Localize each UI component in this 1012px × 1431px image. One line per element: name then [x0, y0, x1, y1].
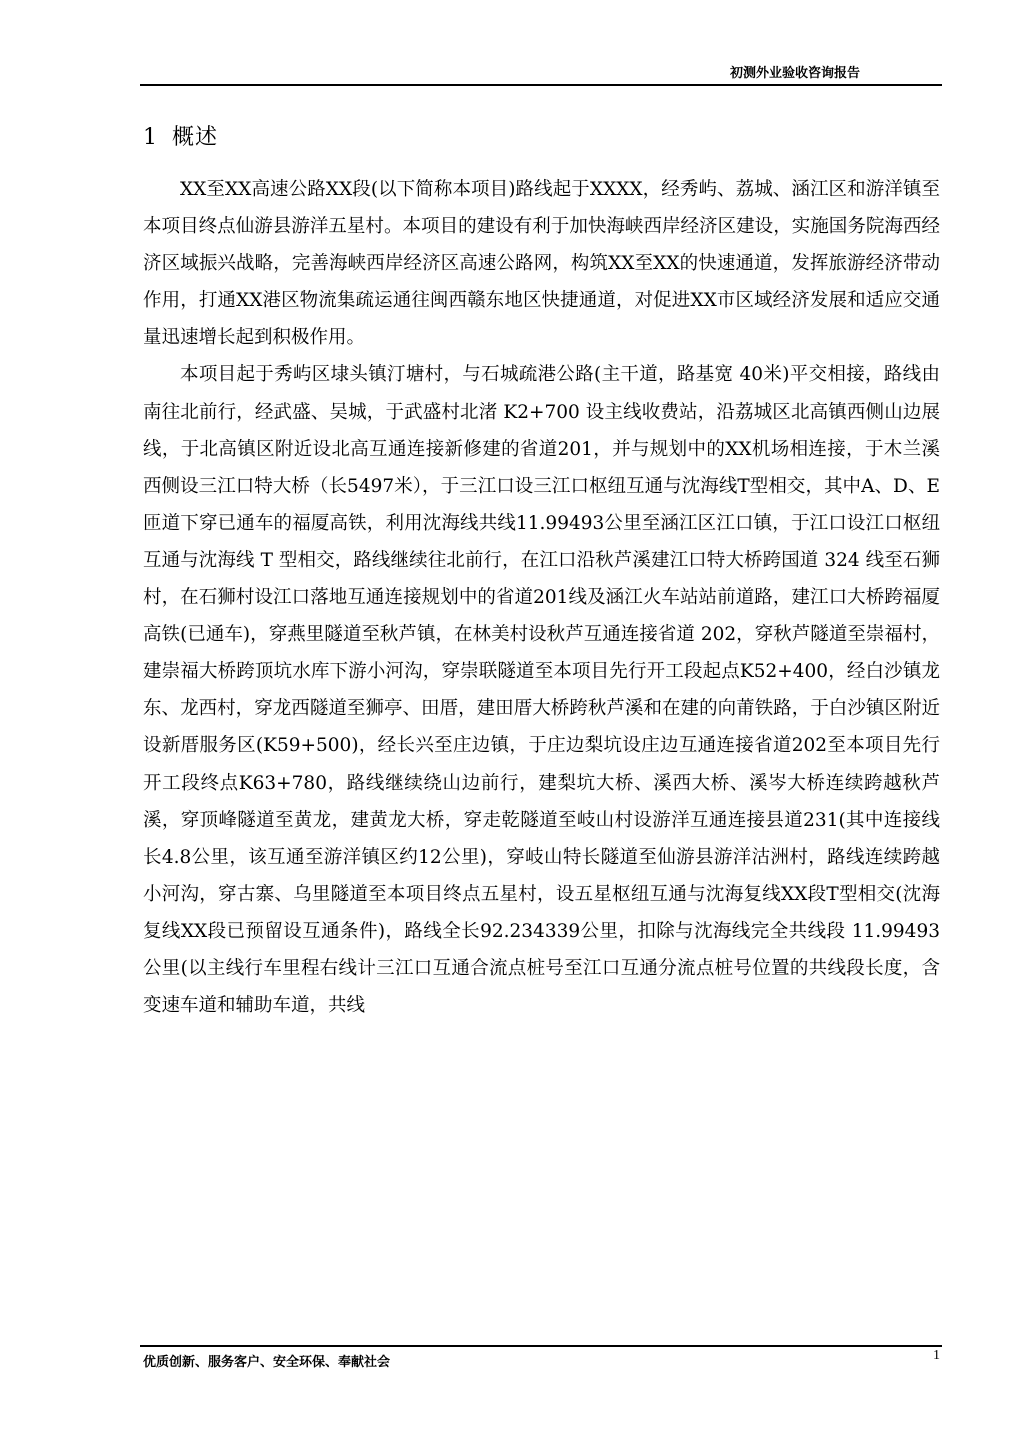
footer-motto: 优质创新、服务客户、安全环保、奉献社会	[143, 1355, 391, 1370]
section-heading	[143, 120, 218, 151]
header-rule	[140, 84, 942, 86]
page-number: 1	[933, 1348, 940, 1363]
paragraph-route: 本项目起于秀屿区埭头镇汀塘村，与石城疏港公路(主干道，路基宽 40米)平交相接，路线由南往北前行，经武盛、吴城，于武盛村北渚 K2+700 设主线收费站，沿荔城区北高镇西侧山边展线，于北高镇区附近设北高互通连接新修建的省道201，并与规划中的XX机场相连接，于木兰溪西侧设三江口特大桥（长5497米），于三江口设三江口枢纽互通与沈海线T型相交，其中A、D、E匝道下穿已通车的福厦高铁，利用沈海线共线11.99493公里至涵江区江口镇，于江口设江口枢纽互通与沈海线 T 型相交，路线继续往北前行，在江口沿秋芦溪建江口特大桥跨国道 324 线至石狮村，在石狮村设江口落地互通连接规划中的省道201线及涵江火车站站前道路，建江口大桥跨福厦高铁(已通车)，穿燕里隧道至秋芦镇，在林美村设秋芦互通连接省道 202，穿秋芦隧道至崇福村，建崇福大桥跨顶坑水库下游小河沟，穿崇联隧道至本项目先行开工段起点K52+400，经白沙镇龙东、龙西村，穿龙西隧道至狮亭、田厝，建田厝大桥跨秋芦溪和在建的向莆铁路，于白沙镇区附近设新厝服务区(K59+500)，经长兴至庄边镇，于庄边梨坑设庄边互通连接省道202至本项目先行开工段终点K63+780，路线继续绕山边前行，建梨坑大桥、溪西大桥、溪岑大桥连续跨越秋芦溪，穿顶峰隧道至黄龙，建黄龙大桥，穿走乾隧道至岐山村设游洋互通连接县道231(其中连接线长4.8公里，该互通至游洋镇区约12公里)，穿岐山特长隧道至仙游县游洋沽洲村，路线连续跨越小河沟，穿古寨、乌里隧道至本项目终点五星村，设五星枢纽互通与沈海复线XX段T型相交(沈海复线XX段已预留设互通条件)，路线全长92.234339公里，扣除与沈海线完全共线段 11.99493 公里(以主线行车里程右线计三江口互通合流点桩号至江口互通分流点桩号位置的共线段长度，含变速车道和辅助车道，共线	[143, 364, 940, 1017]
section-title: 概述	[172, 125, 219, 150]
footer-rule	[140, 1345, 942, 1347]
running-header: 初测外业验收咨询报告	[729, 66, 860, 81]
body-text	[143, 171, 940, 1024]
section-number: 1	[143, 125, 158, 150]
paragraph-overview: XX至XX高速公路XX段(以下简称本项目)路线起于XXXX，经秀屿、荔城、涵江区和游洋镇至本项目终点仙游县游洋五星村。本项目的建设有利于加快海峡西岸经济区建设，实施国务院海西经济区域振兴战略，完善海峡西岸经济区高速公路网，构筑XX至XX的快速通道，发挥旅游经济带动作用，打通XX港区物流集疏运通往闽西赣东地区快捷通道，对促进XX市区域经济发展和适应交通量迅速增长起到积极作用。	[143, 179, 940, 349]
